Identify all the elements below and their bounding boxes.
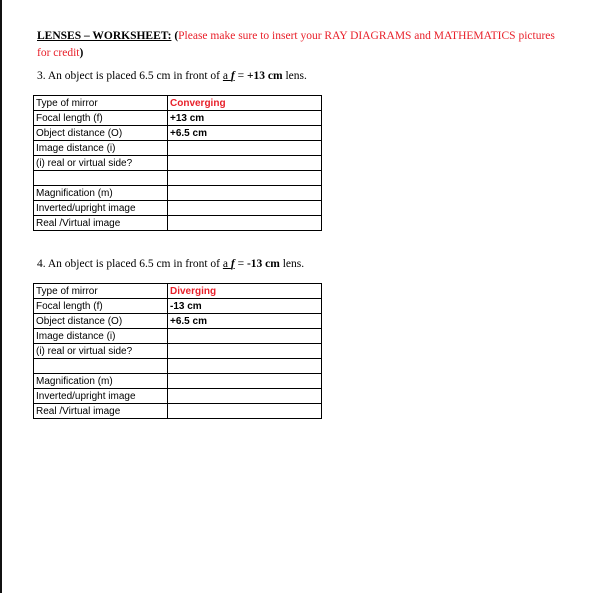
table-row <box>34 284 322 299</box>
table-row <box>34 126 322 141</box>
row-label: Inverted/upright image <box>34 201 168 216</box>
row-value[interactable]: -13 cm <box>168 299 322 314</box>
question-3 <box>37 70 307 82</box>
row-value[interactable]: +6.5 cm <box>168 314 322 329</box>
table-row <box>34 141 322 156</box>
table-row <box>34 314 322 329</box>
row-value[interactable]: Converging <box>168 96 322 111</box>
row-value[interactable]: Diverging <box>168 284 322 299</box>
row-label: (i) real or virtual side? <box>34 156 168 171</box>
question-4-suffix: lens. <box>279 258 305 270</box>
table-row <box>34 374 322 389</box>
worksheet-header <box>37 28 557 62</box>
question-4-equals: = <box>234 258 247 270</box>
row-value[interactable] <box>168 216 322 231</box>
row-value[interactable] <box>168 329 322 344</box>
row-label: Object distance (O) <box>34 126 168 141</box>
row-label: Real /Virtual image <box>34 404 168 419</box>
table-row <box>34 216 322 231</box>
row-label: Type of mirror <box>34 284 168 299</box>
question-4 <box>37 258 304 270</box>
row-value[interactable] <box>168 359 322 374</box>
table-row <box>34 96 322 111</box>
question-3-focal-value: +13 cm <box>246 70 283 82</box>
row-value[interactable] <box>168 156 322 171</box>
row-value[interactable] <box>168 344 322 359</box>
row-value[interactable] <box>168 141 322 156</box>
table-row <box>34 111 322 126</box>
question-4-link: a <box>222 258 228 270</box>
worksheet-title: LENSES – WORKSHEET: <box>37 30 172 42</box>
row-label <box>34 171 168 186</box>
row-label: Magnification (m) <box>34 186 168 201</box>
row-label: Image distance (i) <box>34 141 168 156</box>
question-3-f-symbol: f <box>230 70 235 82</box>
table-row <box>34 389 322 404</box>
row-value[interactable] <box>168 186 322 201</box>
note-open-paren: ( <box>174 30 179 42</box>
question-4-f-symbol: f <box>230 258 235 270</box>
table-row <box>34 359 322 374</box>
row-value[interactable] <box>168 374 322 389</box>
question-3-equals: = <box>234 70 247 82</box>
row-value[interactable] <box>168 404 322 419</box>
instructions-note: Please make sure to insert your RAY DIAGRAMS and MATHEMATICS pictures for credit <box>37 30 555 59</box>
table-row <box>34 156 322 171</box>
table-row <box>34 344 322 359</box>
question-3-suffix: lens. <box>282 70 307 82</box>
question-3-table <box>33 95 322 231</box>
row-label: Focal length (f) <box>34 299 168 314</box>
row-label: Inverted/upright image <box>34 389 168 404</box>
question-4-table <box>33 283 322 419</box>
table-row <box>34 186 322 201</box>
row-value[interactable] <box>168 171 322 186</box>
row-label: Image distance (i) <box>34 329 168 344</box>
question-3-prefix: 3. An object is placed 6.5 cm in front of <box>37 70 223 82</box>
row-label: Focal length (f) <box>34 111 168 126</box>
table-row <box>34 329 322 344</box>
table-row <box>34 404 322 419</box>
page-left-border <box>0 0 2 593</box>
question-4-prefix: 4. An object is placed 6.5 cm in front of <box>37 258 223 270</box>
question-4-focal-value: -13 cm <box>246 258 280 270</box>
row-label: Magnification (m) <box>34 374 168 389</box>
row-value[interactable]: +6.5 cm <box>168 126 322 141</box>
row-value[interactable] <box>168 389 322 404</box>
table-row <box>34 171 322 186</box>
row-label <box>34 359 168 374</box>
row-label: Type of mirror <box>34 96 168 111</box>
note-close-paren: ) <box>79 47 84 59</box>
question-3-link: a <box>222 70 228 82</box>
row-value[interactable]: +13 cm <box>168 111 322 126</box>
row-label: Real /Virtual image <box>34 216 168 231</box>
row-value[interactable] <box>168 201 322 216</box>
table-row <box>34 201 322 216</box>
row-label: (i) real or virtual side? <box>34 344 168 359</box>
table-row <box>34 299 322 314</box>
row-label: Object distance (O) <box>34 314 168 329</box>
